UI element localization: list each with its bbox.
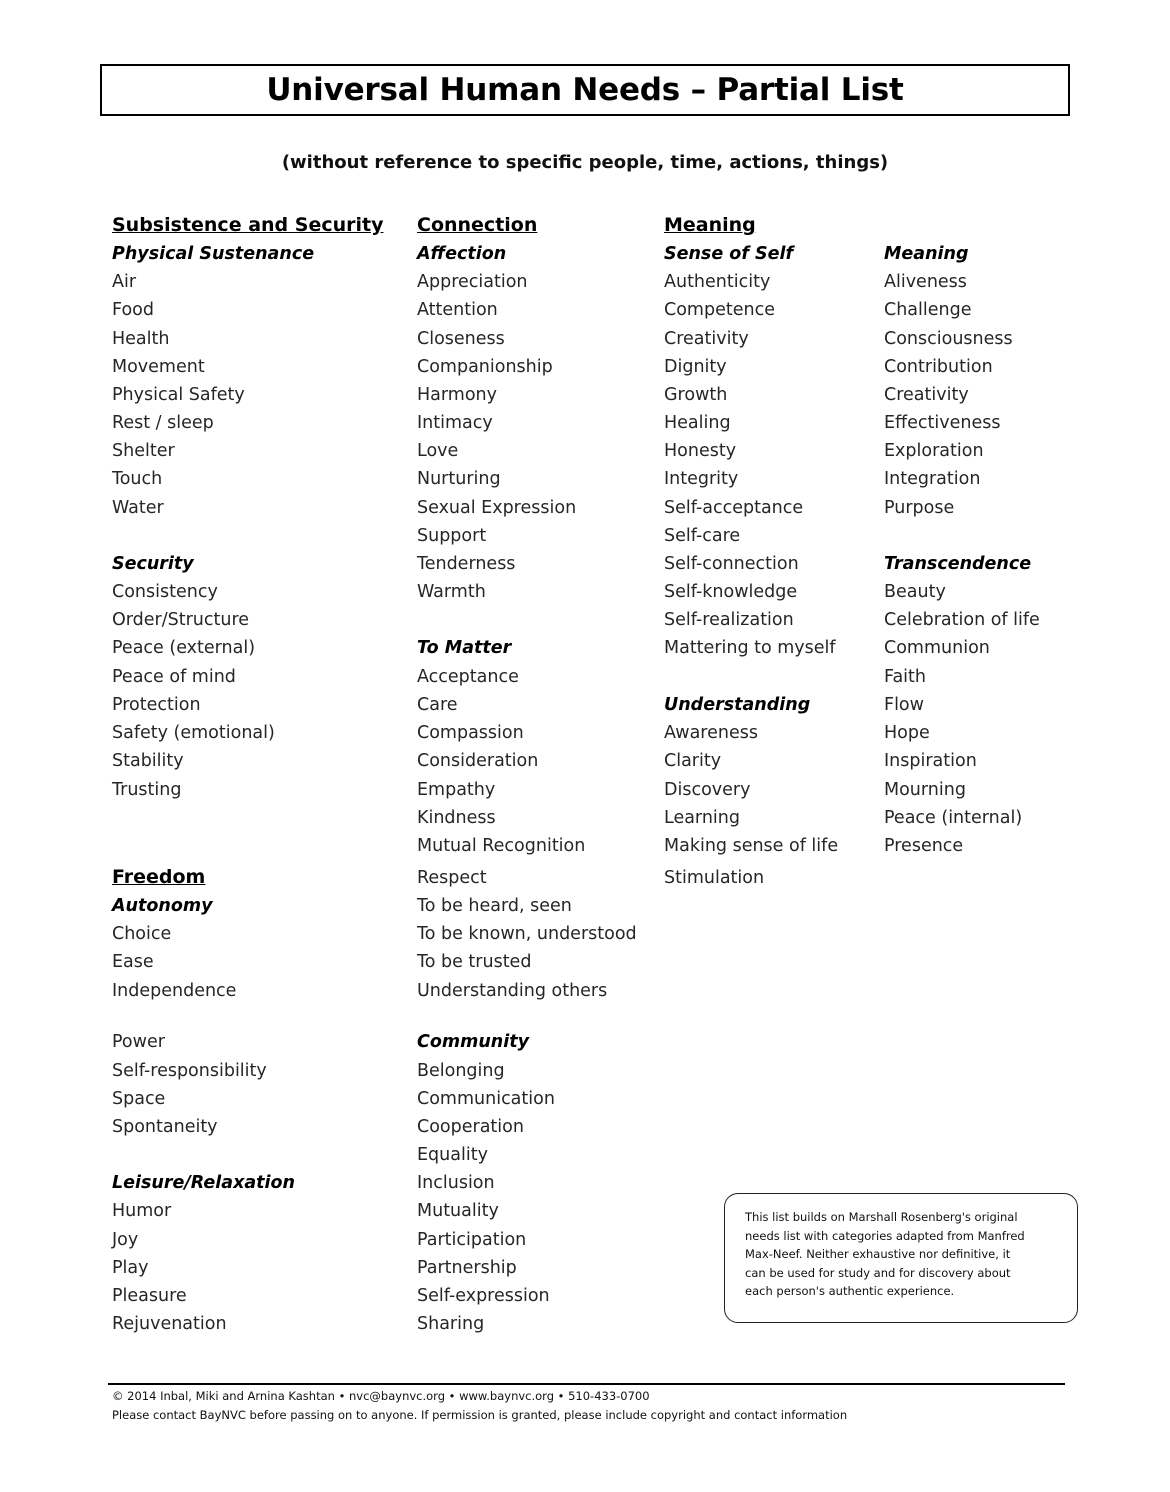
need-item: Consistency: [112, 582, 218, 602]
subcategory-heading: Community: [417, 1032, 530, 1052]
need-item: Shelter: [112, 441, 175, 461]
need-item: Integration: [884, 469, 981, 489]
need-item: Mutuality: [417, 1201, 499, 1221]
need-item: Peace of mind: [112, 667, 236, 687]
need-item: Self-responsibility: [112, 1061, 267, 1081]
need-item: Attention: [417, 300, 498, 320]
need-item: Participation: [417, 1230, 527, 1250]
need-item: Support: [417, 526, 487, 546]
note-line: each person's authentic experience.: [745, 1284, 955, 1298]
need-item: Consideration: [417, 751, 539, 771]
need-item: Self-care: [664, 526, 741, 546]
need-item: To be heard, seen: [417, 896, 572, 916]
need-item: Order/Structure: [112, 610, 250, 630]
need-item: Integrity: [664, 469, 739, 489]
need-item: Nurturing: [417, 469, 501, 489]
need-item: Physical Safety: [112, 385, 245, 405]
need-item: Protection: [112, 695, 201, 715]
need-item: Growth: [664, 385, 728, 405]
subcategory-heading: Sense of Self: [664, 244, 794, 264]
need-item: Learning: [664, 808, 740, 828]
subcategory-heading: Transcendence: [884, 554, 1032, 574]
need-item: Air: [112, 272, 137, 292]
title-box: [100, 64, 1070, 116]
subcategory-heading: Physical Sustenance: [112, 244, 315, 264]
need-item: Mourning: [884, 780, 966, 800]
need-item: Understanding others: [417, 981, 608, 1001]
need-item: Ease: [112, 952, 154, 972]
need-item: Exploration: [884, 441, 984, 461]
need-item: Authenticity: [664, 272, 771, 292]
need-item: Play: [112, 1258, 149, 1278]
need-item: Acceptance: [417, 667, 519, 687]
page-subtitle: (without reference to specific people, time, actions, things): [281, 152, 889, 173]
need-item: Touch: [112, 469, 163, 489]
need-item: Stability: [112, 751, 184, 771]
page-title: Universal Human Needs – Partial List: [266, 72, 904, 108]
need-item: Healing: [664, 413, 731, 433]
need-item: Spontaneity: [112, 1117, 218, 1137]
subcategory-heading: Security: [112, 554, 194, 574]
category-heading: Meaning: [664, 214, 756, 236]
category-heading: Connection: [417, 214, 538, 236]
need-item: Empathy: [417, 780, 496, 800]
need-item: Dignity: [664, 357, 727, 377]
category-heading: Subsistence and Security: [112, 214, 384, 236]
need-item: Humor: [112, 1201, 172, 1221]
need-item: Food: [112, 300, 154, 320]
need-item: Health: [112, 329, 170, 349]
need-item: Effectiveness: [884, 413, 1001, 433]
need-item: Inspiration: [884, 751, 977, 771]
need-item: Intimacy: [417, 413, 493, 433]
need-item: Mattering to myself: [664, 638, 836, 658]
need-item: Self-acceptance: [664, 498, 804, 518]
need-item: Flow: [884, 695, 924, 715]
need-item: Faith: [884, 667, 926, 687]
need-item: Care: [417, 695, 458, 715]
need-item: Competence: [664, 300, 775, 320]
need-item: To be known, understood: [417, 924, 637, 944]
need-item: Movement: [112, 357, 205, 377]
need-item: Celebration of life: [884, 610, 1040, 630]
need-item: Sharing: [417, 1314, 485, 1334]
need-item: Presence: [884, 836, 964, 856]
need-item: Space: [112, 1089, 166, 1109]
need-item: Challenge: [884, 300, 972, 320]
need-item: Clarity: [664, 751, 722, 771]
need-item: Love: [417, 441, 459, 461]
subcategory-heading: Meaning: [884, 244, 969, 264]
need-item: Beauty: [884, 582, 946, 602]
need-item: Hope: [884, 723, 930, 743]
need-item: Self-realization: [664, 610, 794, 630]
need-item: Inclusion: [417, 1173, 495, 1193]
need-item: Partnership: [417, 1258, 517, 1278]
need-item: Aliveness: [884, 272, 967, 292]
need-item: Self-knowledge: [664, 582, 798, 602]
need-item: Power: [112, 1032, 165, 1052]
need-item: Rejuvenation: [112, 1314, 227, 1334]
footer-copyright: © 2014 Inbal, Miki and Arnina Kashtan • nvc@baynvc.org • www.baynvc.org • 510-433-0700: [112, 1389, 650, 1403]
footer-divider: [108, 1383, 1065, 1385]
need-item: To be trusted: [417, 952, 532, 972]
need-item: Kindness: [417, 808, 496, 828]
note-line: can be used for study and for discovery about: [745, 1265, 1011, 1280]
need-item: Stimulation: [664, 868, 765, 888]
need-item: Harmony: [417, 385, 497, 405]
need-item: Creativity: [664, 329, 749, 349]
need-item: Rest / sleep: [112, 413, 214, 433]
subcategory-heading: Leisure/Relaxation: [112, 1173, 296, 1193]
need-item: Belonging: [417, 1061, 505, 1081]
need-item: Making sense of life: [664, 836, 839, 856]
need-item: Tenderness: [417, 554, 516, 574]
need-item: Communion: [884, 638, 990, 658]
need-item: Warmth: [417, 582, 486, 602]
need-item: Peace (external): [112, 638, 256, 658]
note-line: needs list with categories adapted from Manfred: [745, 1228, 1025, 1243]
need-item: Respect: [417, 868, 487, 888]
need-item: Sexual Expression: [417, 498, 577, 518]
subcategory-heading: Affection: [417, 244, 507, 264]
need-item: Cooperation: [417, 1117, 524, 1137]
need-item: Safety (emotional): [112, 723, 275, 743]
need-item: Self-connection: [664, 554, 799, 574]
attribution-note: [724, 1193, 1078, 1323]
need-item: Equality: [417, 1145, 488, 1165]
need-item: Pleasure: [112, 1286, 187, 1306]
note-line: Max-Neef. Neither exhaustive nor definitive, it: [745, 1247, 1011, 1261]
need-item: Compassion: [417, 723, 524, 743]
need-item: Creativity: [884, 385, 969, 405]
need-item: Companionship: [417, 357, 553, 377]
need-item: Contribution: [884, 357, 993, 377]
need-item: Joy: [112, 1230, 139, 1250]
need-item: Trusting: [112, 780, 182, 800]
need-item: Choice: [112, 924, 172, 944]
need-item: Communication: [417, 1089, 555, 1109]
need-item: Water: [112, 498, 164, 518]
need-item: Mutual Recognition: [417, 836, 586, 856]
need-item: Peace (internal): [884, 808, 1023, 828]
need-item: Independence: [112, 981, 237, 1001]
need-item: Purpose: [884, 498, 955, 518]
subcategory-heading: To Matter: [417, 638, 512, 658]
category-heading: Freedom: [112, 866, 206, 888]
footer-permission: Please contact BayNVC before passing on to anyone. If permission is granted, please include copyright and contact information: [112, 1408, 848, 1422]
need-item: Consciousness: [884, 329, 1013, 349]
need-item: Awareness: [664, 723, 758, 743]
need-item: Discovery: [664, 780, 751, 800]
need-item: Appreciation: [417, 272, 528, 292]
need-item: Self-expression: [417, 1286, 550, 1306]
need-item: Closeness: [417, 329, 505, 349]
note-line: This list builds on Marshall Rosenberg's original: [745, 1210, 1018, 1224]
subcategory-heading: Understanding: [664, 695, 811, 715]
subcategory-heading: Autonomy: [112, 896, 213, 916]
need-item: Honesty: [664, 441, 737, 461]
